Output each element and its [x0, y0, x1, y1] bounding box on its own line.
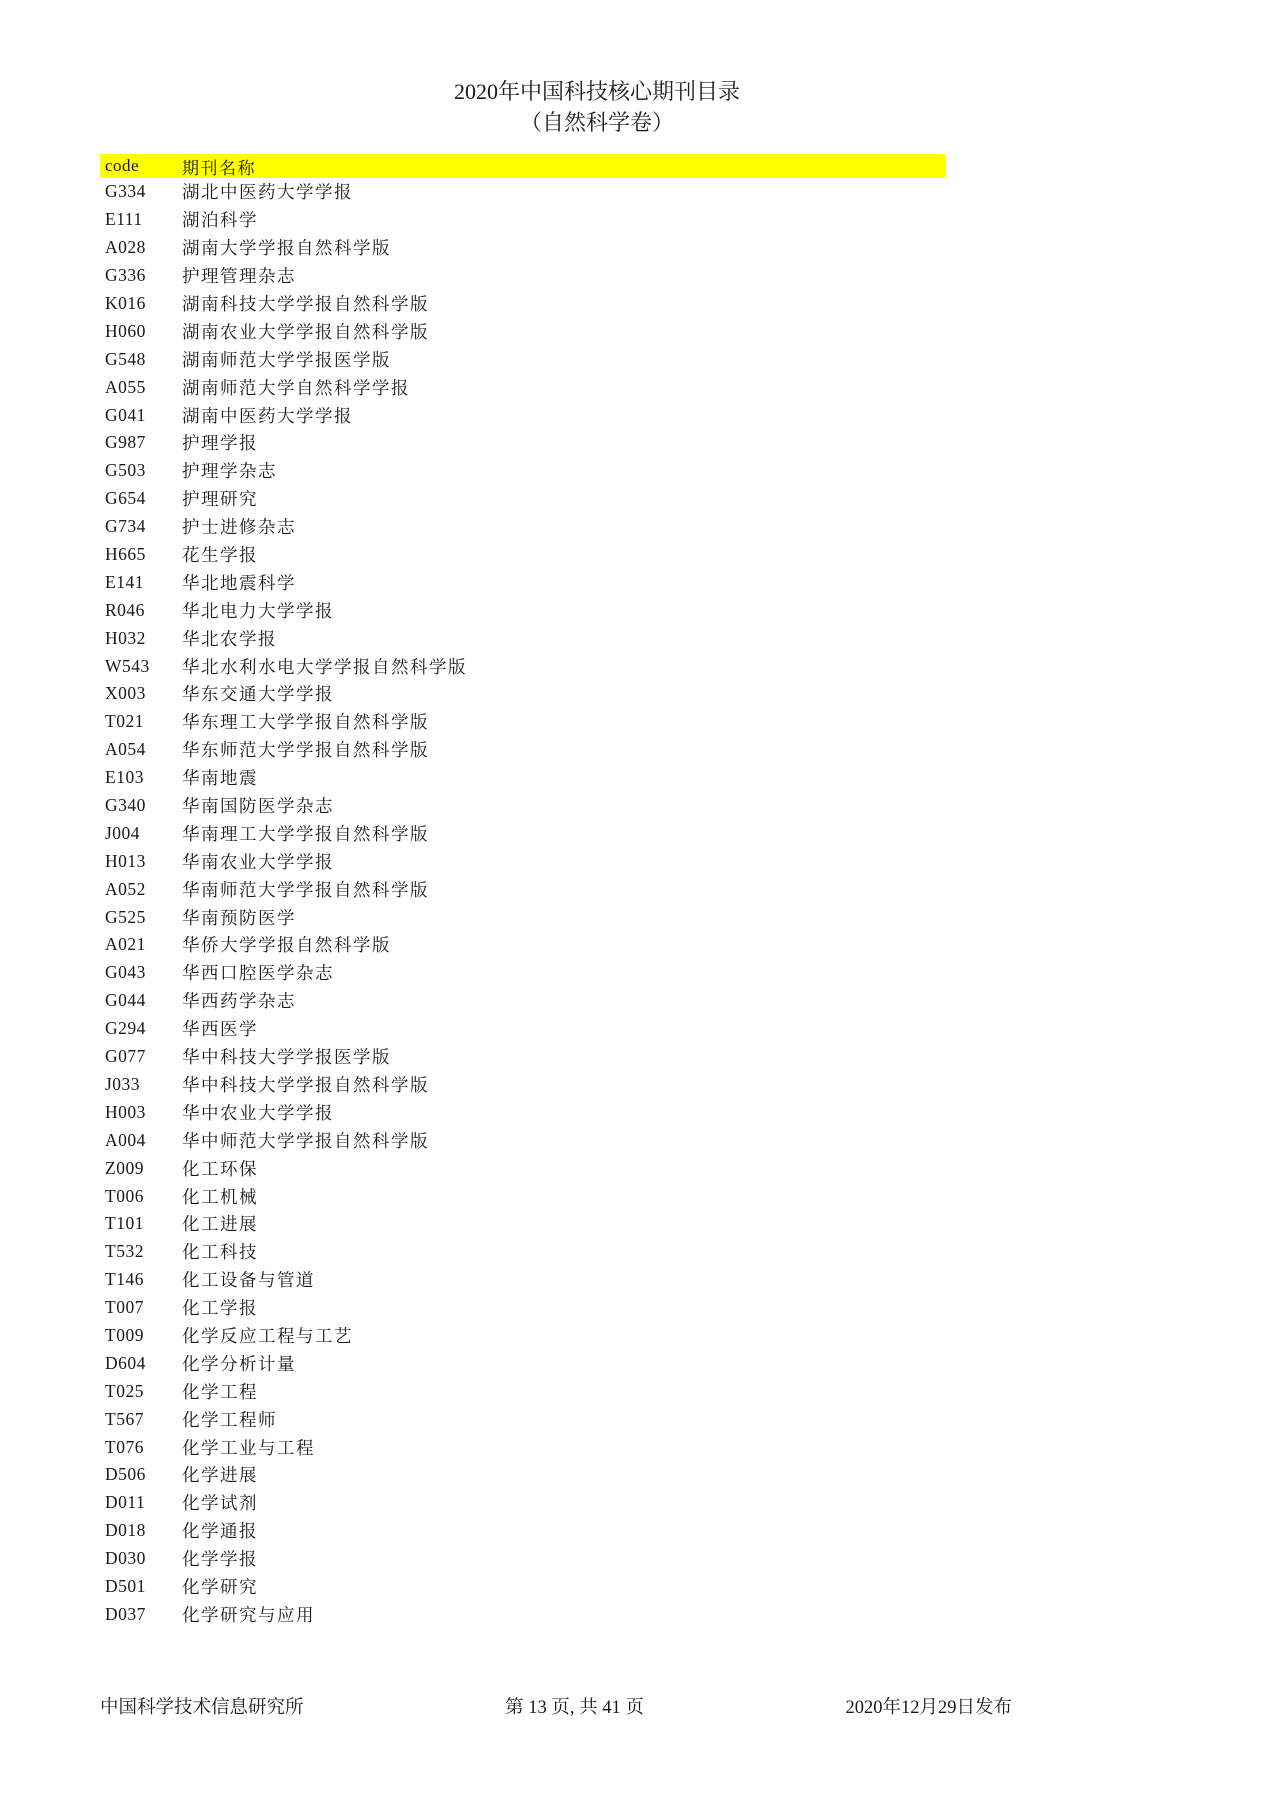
journal-code: A028: [105, 237, 146, 258]
journal-code: T076: [105, 1436, 144, 1457]
journal-code: G334: [105, 181, 146, 202]
journal-code: T009: [105, 1324, 144, 1345]
journal-code: D506: [105, 1464, 146, 1485]
table-row: [100, 987, 945, 1015]
journal-name: 化学进展: [182, 1465, 258, 1486]
journal-code: T532: [105, 1241, 144, 1262]
journal-code: T101: [105, 1213, 144, 1234]
journal-name: 华南师范大学学报自然科学版: [182, 879, 429, 900]
journal-name: 华东理工大学学报自然科学版: [182, 712, 429, 733]
journal-code: D501: [105, 1575, 146, 1596]
table-row: [100, 764, 945, 792]
table-row: [100, 290, 945, 318]
journal-code: G734: [105, 516, 146, 537]
journal-code: H665: [105, 544, 146, 565]
table-row: [100, 401, 945, 429]
table-row: [100, 792, 945, 820]
journal-code: G548: [105, 348, 146, 369]
table-row: [100, 1573, 945, 1601]
table-row: [100, 903, 945, 931]
journal-name: 华中科技大学学报自然科学版: [182, 1074, 429, 1095]
journal-code: H060: [105, 320, 146, 341]
journal-code: W543: [105, 655, 150, 676]
table-row: [100, 1071, 945, 1099]
table-row: [100, 819, 945, 847]
journal-name: 华东交通大学学报: [182, 684, 334, 705]
journal-code: K016: [105, 293, 146, 313]
table-row: [100, 1377, 945, 1405]
journal-name: 华北水利水电大学学报自然科学版: [182, 656, 467, 677]
journal-name: 化学研究: [182, 1576, 258, 1597]
table-row: [100, 596, 945, 624]
table-row: [100, 1433, 945, 1461]
journal-table: [100, 154, 945, 1628]
journal-name: 华东师范大学学报自然科学版: [182, 740, 429, 761]
table-row: [100, 1294, 945, 1322]
journal-code: G987: [105, 432, 146, 453]
table-row: [100, 1182, 945, 1210]
journal-name: 化学通报: [182, 1521, 258, 1542]
table-row: [100, 513, 945, 541]
journal-name: 湖南农业大学学报自然科学版: [182, 321, 429, 342]
journal-name: 华中科技大学学报医学版: [182, 1047, 391, 1068]
journal-code: A004: [105, 1129, 146, 1150]
table-row: [100, 652, 945, 680]
table-row: [100, 1600, 945, 1628]
table-row: [100, 1043, 945, 1071]
journal-name: 华西口腔医学杂志: [182, 963, 334, 984]
journal-name: 化工进展: [182, 1214, 258, 1235]
journal-code: D604: [105, 1352, 146, 1373]
table-row: [100, 262, 945, 290]
journal-code: H013: [105, 850, 146, 871]
journal-name: 湖南科技大学学报自然科学版: [182, 294, 429, 314]
journal-name: 化学工程: [182, 1381, 258, 1402]
journal-name: 化学反应工程与工艺: [182, 1325, 353, 1346]
journal-name: 湖南大学学报自然科学版: [182, 238, 391, 259]
journal-name: 护士进修杂志: [182, 517, 296, 538]
table-row: [100, 1545, 945, 1573]
table-row: [100, 1322, 945, 1350]
table-row: [100, 1461, 945, 1489]
journal-name: 护理学报: [182, 433, 258, 454]
table-row: [100, 1098, 945, 1126]
table-row: [100, 1517, 945, 1545]
journal-name: 护理管理杂志: [182, 266, 296, 287]
table-row: [100, 345, 945, 373]
journal-code: G340: [105, 795, 146, 816]
title-line-1: 2020年中国科技核心期刊目录: [453, 79, 740, 104]
page-title: [100, 76, 1094, 138]
journal-name: 华西药学杂志: [182, 991, 296, 1012]
journal-name: 华南国防医学杂志: [182, 796, 334, 817]
journal-code: A054: [105, 739, 146, 760]
journal-code: D018: [105, 1520, 146, 1541]
table-row: [100, 1405, 945, 1433]
journal-name: 湖南师范大学自然科学学报: [182, 377, 410, 398]
journal-name: 华南预防医学: [182, 907, 296, 928]
table-row: [100, 457, 945, 485]
journal-name: 湖泊科学: [182, 210, 258, 231]
journal-code: G043: [105, 962, 146, 983]
journal-name: 化学试剂: [182, 1493, 258, 1514]
table-row: [100, 875, 945, 903]
journal-code: G044: [105, 990, 146, 1011]
journal-name: 华中农业大学学报: [182, 1102, 334, 1123]
table-row: [100, 931, 945, 959]
footer-page-info: 第 13 页, 共 41 页: [505, 1698, 644, 1718]
journal-name: 化学分析计量: [182, 1353, 296, 1374]
journal-code: G525: [105, 906, 146, 927]
table-row: [100, 959, 945, 987]
journal-code: E111: [105, 209, 143, 230]
table-row: [100, 178, 945, 206]
journal-name: 华北电力大学学报: [182, 600, 334, 621]
journal-code: G336: [105, 265, 146, 286]
journal-name: 化学研究与应用: [182, 1604, 315, 1625]
journal-code: D030: [105, 1548, 146, 1569]
journal-name: 湖北中医药大学学报: [182, 182, 353, 203]
table-row: [100, 1126, 945, 1154]
page-footer: [100, 1693, 1012, 1719]
journal-code: A055: [105, 376, 146, 397]
table-body: [100, 178, 945, 1628]
table-row: [100, 541, 945, 569]
table-row: [100, 429, 945, 457]
journal-name: 华中师范大学学报自然科学版: [182, 1130, 429, 1151]
table-row: [100, 485, 945, 513]
title-line-2: （自然科学卷）: [519, 110, 674, 135]
journal-name: 华北农学报: [182, 628, 277, 649]
footer-publisher: 中国科学技术信息研究所: [100, 1698, 304, 1718]
journal-code: J033: [105, 1073, 141, 1094]
journal-code: D037: [105, 1603, 146, 1624]
journal-code: R046: [105, 599, 145, 620]
journal-code: A052: [105, 878, 146, 899]
journal-code: T021: [105, 711, 144, 732]
column-header-code: code: [105, 156, 140, 175]
column-header-journal-name: 期刊名称: [182, 158, 256, 178]
journal-name: 化工机械: [182, 1186, 258, 1207]
journal-name: 华南农业大学学报: [182, 851, 334, 872]
journal-name: 华北地震科学: [182, 572, 296, 593]
journal-code: T006: [105, 1185, 144, 1206]
journal-name: 化学工业与工程: [182, 1437, 315, 1458]
journal-code: G041: [105, 404, 146, 425]
table-row: [100, 1238, 945, 1266]
table-row: [100, 568, 945, 596]
table-row: [100, 708, 945, 736]
journal-name: 华南地震: [182, 768, 258, 789]
journal-code: H032: [105, 627, 146, 648]
journal-name: 化工环保: [182, 1158, 258, 1179]
table-row: [100, 1349, 945, 1377]
journal-code: T567: [105, 1408, 144, 1429]
table-row: [100, 1015, 945, 1043]
journal-name: 化工设备与管道: [182, 1270, 315, 1291]
journal-code: G654: [105, 488, 146, 509]
journal-name: 护理学杂志: [182, 461, 277, 482]
table-row: [100, 736, 945, 764]
table-row: [100, 1266, 945, 1294]
table-row: [100, 1154, 945, 1182]
journal-code: E103: [105, 767, 144, 788]
journal-code: J004: [105, 822, 141, 843]
journal-code: E141: [105, 571, 144, 592]
journal-code: D011: [105, 1492, 146, 1513]
journal-name: 护理研究: [182, 489, 258, 510]
table-row: [100, 373, 945, 401]
journal-name: 华南理工大学学报自然科学版: [182, 823, 429, 844]
journal-name: 湖南师范大学学报医学版: [182, 349, 391, 370]
journal-code: G294: [105, 1018, 146, 1039]
journal-name: 华西医学: [182, 1019, 258, 1040]
journal-name: 华侨大学学报自然科学版: [182, 935, 391, 956]
table-row: [100, 317, 945, 345]
table-row: [100, 680, 945, 708]
footer-publish-date: 2020年12月29日发布: [845, 1698, 1012, 1718]
journal-code: T025: [105, 1380, 144, 1401]
table-row: [100, 206, 945, 234]
table-header-row: [100, 154, 945, 178]
journal-name: 化工学报: [182, 1298, 258, 1319]
journal-code: H003: [105, 1101, 146, 1122]
journal-name: 湖南中医药大学学报: [182, 405, 353, 426]
journal-name: 化工科技: [182, 1242, 258, 1263]
journal-code: T007: [105, 1297, 144, 1318]
table-row: [100, 1210, 945, 1238]
table-row: [100, 1489, 945, 1517]
journal-name: 化学学报: [182, 1549, 258, 1570]
journal-code: G077: [105, 1046, 146, 1067]
table-row: [100, 847, 945, 875]
table-row: [100, 624, 945, 652]
journal-code: G503: [105, 460, 146, 481]
journal-code: Z009: [105, 1157, 144, 1178]
journal-code: T146: [105, 1269, 144, 1290]
table-row: [100, 234, 945, 262]
journal-code: X003: [105, 683, 146, 704]
journal-code: A021: [105, 934, 146, 955]
journal-name: 化学工程师: [182, 1409, 277, 1430]
journal-name: 花生学报: [182, 545, 258, 566]
